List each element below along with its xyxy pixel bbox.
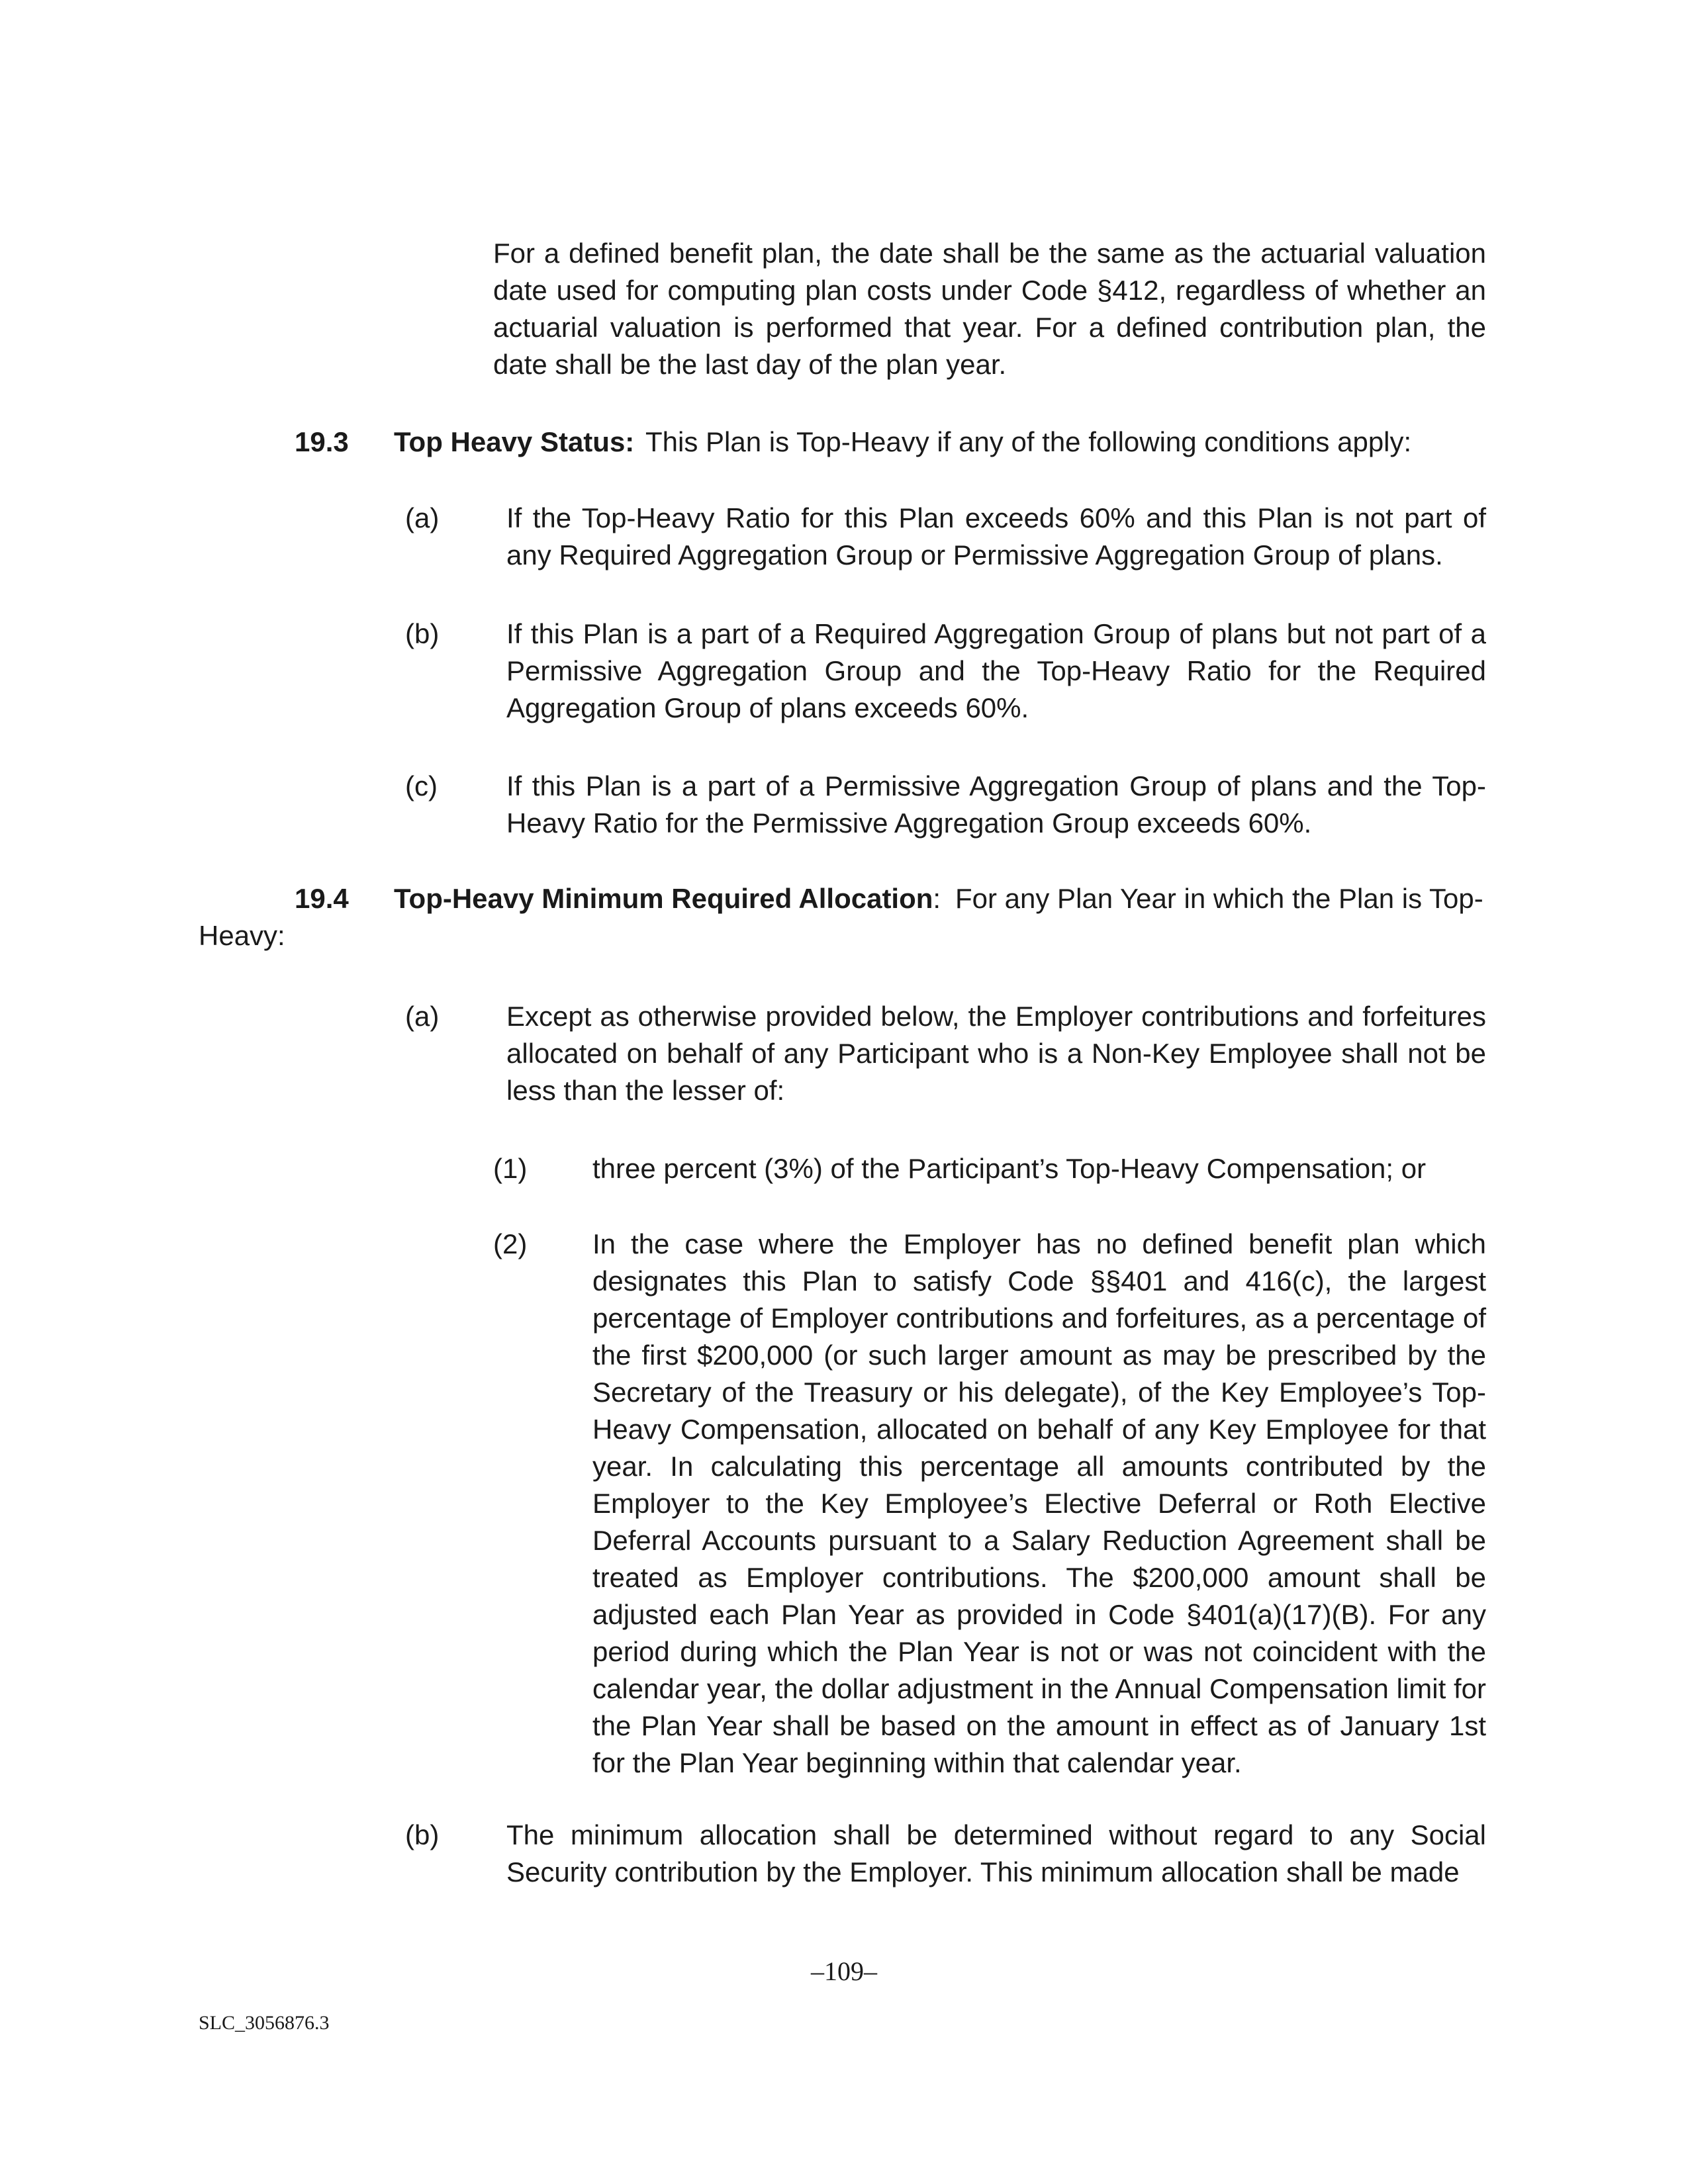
- intro-paragraph: For a defined benefit plan, the date shall be the same as the actuarial valuation date used for computing plan costs under Code §412, regardless of whether an actuarial valuation is performed that year. For a defined contribution plan, the date shall be the last day of the plan year.: [493, 238, 1486, 380]
- section-title-colon: :: [933, 883, 941, 914]
- section-number: 19.4: [295, 883, 349, 914]
- item-label: (c): [405, 770, 438, 801]
- section-19-4-heading: [295, 880, 1486, 917]
- item-text: If this Plan is a part of a Permissive Aggregation Group of plans and the Top-Heavy Ratio for the Permissive Aggregation Group exceeds 60%.: [506, 770, 1486, 839]
- section-number: 19.3: [295, 426, 349, 457]
- item-text: The minimum allocation shall be determined without regard to any Social Security contribution by the Employer. This minimum allocation shall be made: [506, 1819, 1486, 1888]
- section-title-text: Top-Heavy Minimum Required Allocation: [394, 883, 933, 914]
- page-number: –109–: [811, 1956, 877, 1986]
- section-title: Top Heavy Status:: [394, 426, 635, 457]
- subitem-text: In the case where the Employer has no defined benefit plan which designates this Plan to satisfy Code §§401 and 416(c), the largest percentage of Employer contributions and forfeitures, as a percentage of the first $200,000 (or such larger amount as may be prescribed by the Secretary of the Treasury or his delegate), of the Key Employee’s Top-Heavy Compensation, allocated on behalf of any Key Employee for that year. In calculating this percentage all amounts contributed by the Employer to the Key Employee’s Elective Deferral or Roth Elective Deferral Accounts pursuant to a Salary Reduction Agreement shall be treated as Employer contributions. The $200,000 amount shall be adjusted each Plan Year as provided in Code §401(a)(17)(B). For any period during which the Plan Year is not or was not coincident with the calendar year, the dollar adjustment in the Annual Compensation limit for the Plan Year shall be based on the amount in effect as of January 1st for the Plan Year beginning within that calendar year.: [592, 1228, 1486, 1778]
- item-label: (a): [405, 502, 440, 533]
- section-19-3-heading: [295, 424, 1486, 461]
- document-id: SLC_3056876.3: [199, 2012, 330, 2034]
- item-text: Except as otherwise provided below, the Employer contributions and forfeitures allocated on behalf of any Participant who is a Non-Key Employee shall not be less than the lesser of:: [506, 1001, 1486, 1106]
- item-label: (b): [405, 618, 440, 649]
- section-description: This Plan is Top-Heavy if any of the following conditions apply:: [645, 426, 1412, 457]
- section-description: For any Plan Year in which the Plan is Top-: [955, 883, 1483, 914]
- subitem-label: (2): [493, 1228, 528, 1259]
- section-continuation: Heavy:: [199, 920, 285, 951]
- item-text: If this Plan is a part of a Required Aggregation Group of plans but not part of a Permissive Aggregation Group and the Top-Heavy Ratio for the Required Aggregation Group of plans exceeds 60%.: [506, 618, 1486, 723]
- section-title: [394, 880, 941, 917]
- item-text: If the Top-Heavy Ratio for this Plan exceeds 60% and this Plan is not part of any Required Aggregation Group or Permissive Aggregation Group of plans.: [506, 502, 1486, 570]
- subitem-text: three percent (3%) of the Participant’s Top-Heavy Compensation; or: [592, 1153, 1427, 1184]
- item-label: (a): [405, 1001, 440, 1032]
- subitem-label: (1): [493, 1153, 528, 1184]
- item-label: (b): [405, 1819, 440, 1850]
